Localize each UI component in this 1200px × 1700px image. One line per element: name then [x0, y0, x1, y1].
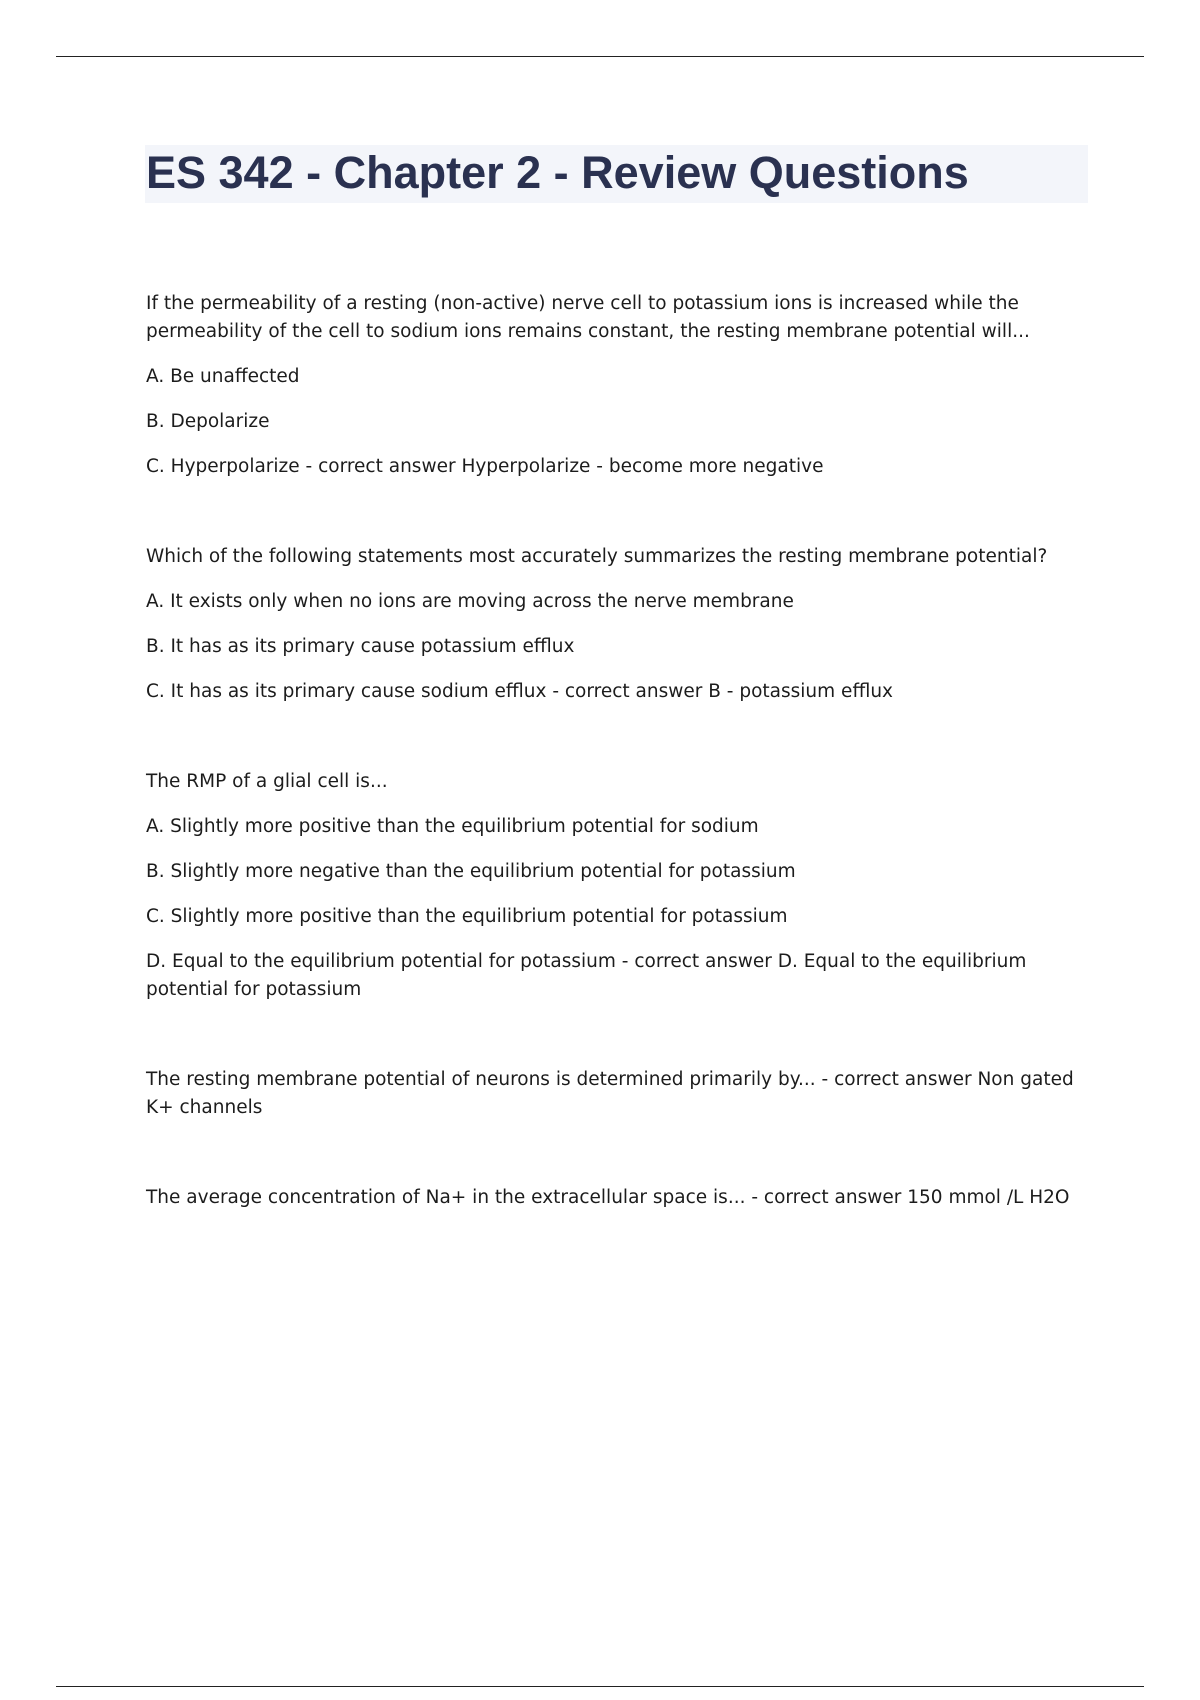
answer-option: C. It has as its primary cause sodium efflux - correct answer B - potassium efflux	[146, 681, 894, 702]
answer-option: A. Be unaffected	[146, 366, 300, 387]
answer-option: B. It has as its primary cause potassium efflux	[146, 636, 575, 657]
question-3	[146, 768, 1086, 1004]
answer-option: B. Slightly more negative than the equilibrium potential for potassium	[146, 861, 796, 882]
question-4	[146, 1066, 1086, 1122]
document-body	[146, 290, 1086, 1274]
answer-option: C. Slightly more positive than the equilibrium potential for potassium	[146, 906, 788, 927]
question-prompt: Which of the following statements most accurately summarizes the resting membrane potential?	[146, 546, 1048, 567]
answer-option: A. Slightly more positive than the equilibrium potential for sodium	[146, 816, 759, 837]
header-rule	[56, 56, 1144, 57]
document-title: ES 342 - Chapter 2 - Review Questions	[146, 147, 969, 198]
answer-option: A. It exists only when no ions are moving across the nerve membrane	[146, 591, 794, 612]
question-prompt: The resting membrane potential of neurons is determined primarily by... - correct answer Non gated K+ channels	[146, 1069, 1074, 1118]
footer-rule	[56, 1686, 1144, 1687]
answer-option: D. Equal to the equilibrium potential for potassium - correct answer D. Equal to the equilibrium potential for potassium	[146, 951, 1027, 1000]
question-prompt: The RMP of a glial cell is...	[146, 771, 388, 792]
question-prompt: The average concentration of Na+ in the extracellular space is... - correct answer 150 mmol /L H2O	[146, 1187, 1070, 1208]
answer-option: C. Hyperpolarize - correct answer Hyperpolarize - become more negative	[146, 456, 824, 477]
question-5	[146, 1184, 1086, 1212]
question-1	[146, 290, 1086, 481]
question-2	[146, 543, 1086, 706]
answer-option: B. Depolarize	[146, 411, 270, 432]
question-prompt: If the permeability of a resting (non-active) nerve cell to potassium ions is increased while the permeability of the cell to sodium ions remains constant, the resting membrane potential will...	[146, 293, 1030, 342]
